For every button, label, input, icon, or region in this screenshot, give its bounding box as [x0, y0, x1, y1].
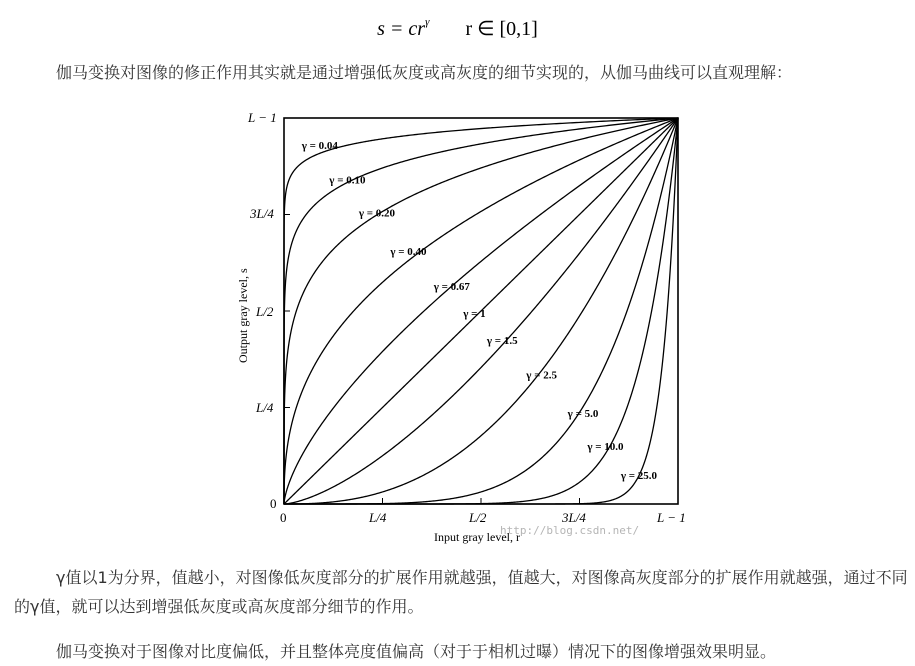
gamma-curve-label: γ = 25.0 — [620, 469, 658, 482]
gamma-curves-figure — [228, 98, 693, 552]
y-tick-label: L/4 — [256, 400, 274, 415]
x-axis-title: Input gray level, r — [434, 530, 520, 544]
gamma-curve-label: γ = 2.5 — [526, 369, 557, 382]
formula-main: s = cr — [377, 18, 426, 40]
x-tick-label: L/2 — [469, 510, 487, 525]
y-tick-label: L − 1 — [248, 110, 277, 125]
intro-paragraph: 伽马变换对图像的修正作用其实就是通过增强低灰度或高灰度的细节实现的，从伽马曲线可以直观理解： — [56, 63, 793, 82]
x-tick-label: 3L/4 — [562, 510, 586, 525]
gamma-curve-label: γ = 0.20 — [358, 207, 396, 220]
gamma-curve-label: γ = 0.40 — [390, 246, 427, 259]
watermark: http://blog.csdn.net/ — [500, 524, 640, 537]
gamma-curve-label: γ = 5.0 — [567, 408, 599, 421]
y-tick-label: 3L/4 — [250, 206, 274, 221]
x-tick-label: L/4 — [369, 510, 387, 525]
gamma-curve-label: γ = 0.10 — [329, 174, 366, 187]
gamma-curve-label: γ = 0.04 — [301, 139, 338, 152]
y-axis-title: Output gray level, s — [236, 268, 250, 363]
gamma-curve-label: γ = 1.5 — [486, 334, 518, 347]
gamma-formula — [0, 16, 915, 41]
x-tick-label: 0 — [280, 510, 287, 525]
y-tick-label: 0 — [270, 496, 277, 511]
x-tick-label: L − 1 — [657, 510, 686, 525]
gamma-effect-paragraph: 伽马变换对于图像对比度偏低，并且整体亮度值偏高（对于于相机过曝）情况下的图像增强效果明显。 — [56, 642, 777, 661]
gamma-explanation-paragraph: γ值以1为分界，值越小，对图像低灰度部分的扩展作用就越强，值越大，对图像高灰度部分的扩展作用就越强，通过不同的γ值，就可以达到增强低灰度或高灰度部分细节的作用。 — [14, 568, 908, 616]
gamma-curve-label: γ = 1 — [463, 307, 486, 320]
formula-range: r ∈ [0,1] — [465, 18, 538, 40]
gamma-curve-label: γ = 0.67 — [433, 280, 470, 293]
formula-exponent: γ — [425, 16, 430, 28]
y-tick-label: L/2 — [256, 304, 274, 319]
gamma-curve-label: γ = 10.0 — [587, 440, 624, 453]
